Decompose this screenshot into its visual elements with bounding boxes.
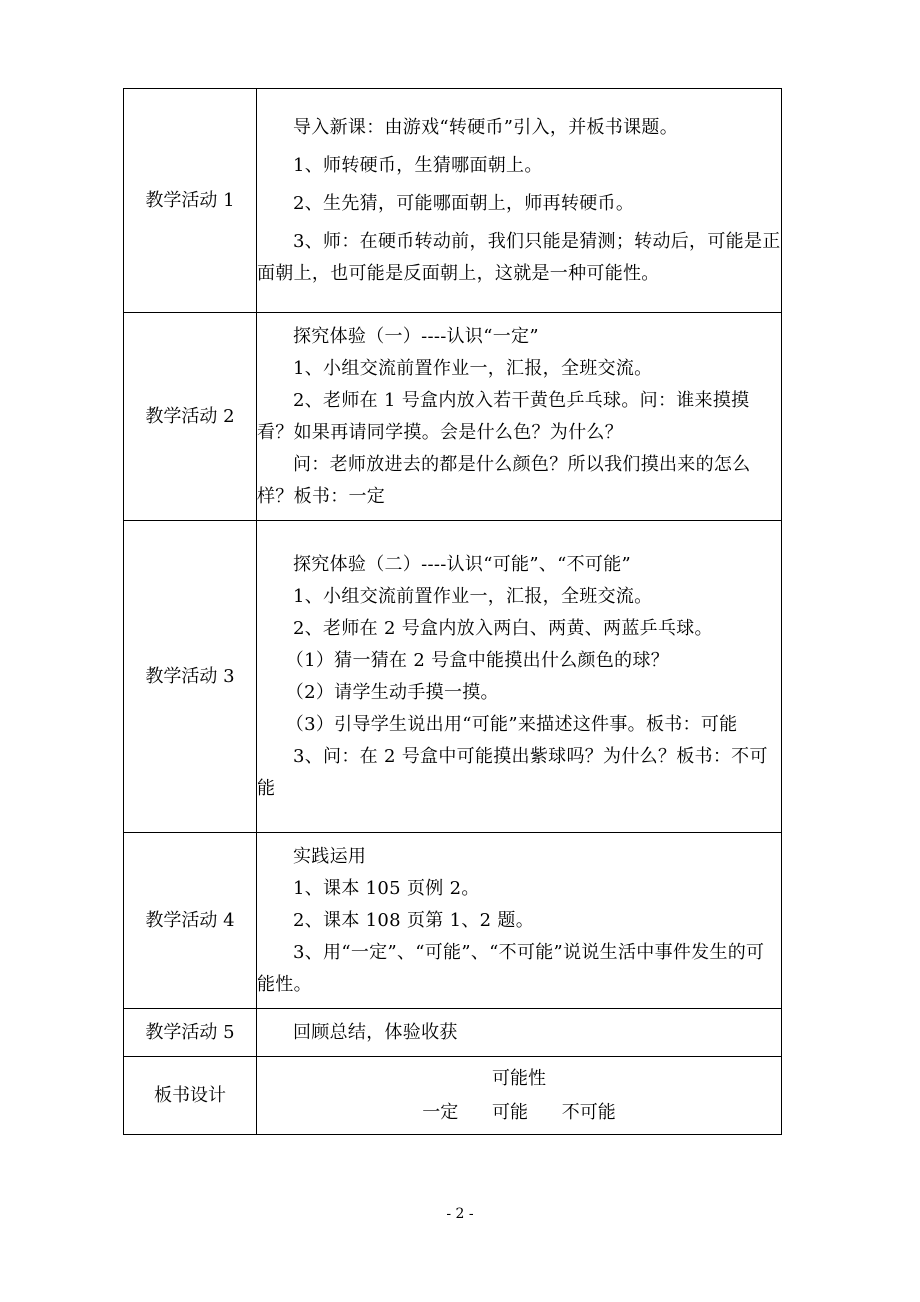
content-line: 2、老师在 1 号盒内放入若干黄色乒乓球。问：谁来摸摸看？如果再请同学摸。会是什么色？为什么？ — [257, 389, 750, 443]
content-line: 探究体验（二）----认识“可能”、“不可能” — [293, 553, 632, 575]
content-line: 1、小组交流前置作业一，汇报，全班交流。 — [293, 357, 653, 379]
row-content — [257, 1009, 782, 1057]
table-row — [124, 1009, 782, 1057]
content-line: 1、小组交流前置作业一，汇报，全班交流。 — [293, 585, 653, 607]
board-item: 可能 — [492, 1101, 528, 1123]
content-line: 3、问：在 2 号盒中可能摸出紫球吗？为什么？板书：不可能 — [257, 745, 768, 799]
content-line: 3、师：在硬币转动前，我们只能是猜测；转动后，可能是正面朝上，也可能是反面朝上，这就是一种可能性。 — [257, 230, 781, 284]
content-line: 2、老师在 2 号盒内放入两白、两黄、两蓝乒乓球。 — [293, 617, 713, 639]
content-line: （2）请学生动手摸一摸。 — [285, 681, 499, 703]
content-line: 导入新课：由游戏“转硬币”引入，并板书课题。 — [293, 116, 679, 138]
content-line: 2、生先猜，可能哪面朝上，师再转硬币。 — [293, 192, 635, 214]
content-line: （1）猜一猜在 2 号盒中能摸出什么颜色的球？ — [285, 649, 670, 671]
lesson-plan-table — [123, 88, 782, 1135]
board-title: 可能性 — [492, 1067, 546, 1089]
content-line: 实践运用 — [293, 845, 367, 867]
content-line: 探究体验（一）----认识“一定” — [293, 325, 539, 347]
row-content — [257, 313, 782, 521]
table-row — [124, 521, 782, 833]
table-row — [124, 89, 782, 313]
row-label: 教学活动 4 — [124, 833, 257, 1009]
content-line: 1、师转硬币，生猜哪面朝上。 — [293, 154, 543, 176]
content-line: 问：老师放进去的都是什么颜色？所以我们摸出来的怎么样？板书：一定 — [257, 453, 751, 507]
content-line: 3、用“一定”、“可能”、“不可能”说说生活中事件发生的可能性。 — [257, 941, 765, 995]
row-label: 教学活动 5 — [124, 1009, 257, 1057]
table-row — [124, 833, 782, 1009]
page-number: - 2 - — [446, 1206, 474, 1222]
row-content — [257, 89, 782, 313]
content-line: 2、课本 108 页第 1、2 题。 — [293, 909, 534, 931]
row-content — [257, 833, 782, 1009]
row-label: 教学活动 2 — [124, 313, 257, 521]
content-line: 1、课本 105 页例 2。 — [293, 877, 480, 899]
board-item: 一定 — [422, 1101, 459, 1123]
board-label: 板书设计 — [124, 1057, 257, 1135]
content-line: 回顾总结，体验收获 — [293, 1021, 458, 1043]
content-line: （3）引导学生说出用“可能”来描述这件事。板书：可能 — [285, 713, 738, 735]
row-label: 教学活动 3 — [124, 521, 257, 833]
board-items — [257, 1096, 781, 1130]
row-content — [257, 521, 782, 833]
board-content — [257, 1057, 782, 1135]
table-row — [124, 1057, 782, 1135]
row-label: 教学活动 1 — [124, 89, 257, 313]
board-item: 不可能 — [561, 1101, 616, 1123]
table-row — [124, 313, 782, 521]
